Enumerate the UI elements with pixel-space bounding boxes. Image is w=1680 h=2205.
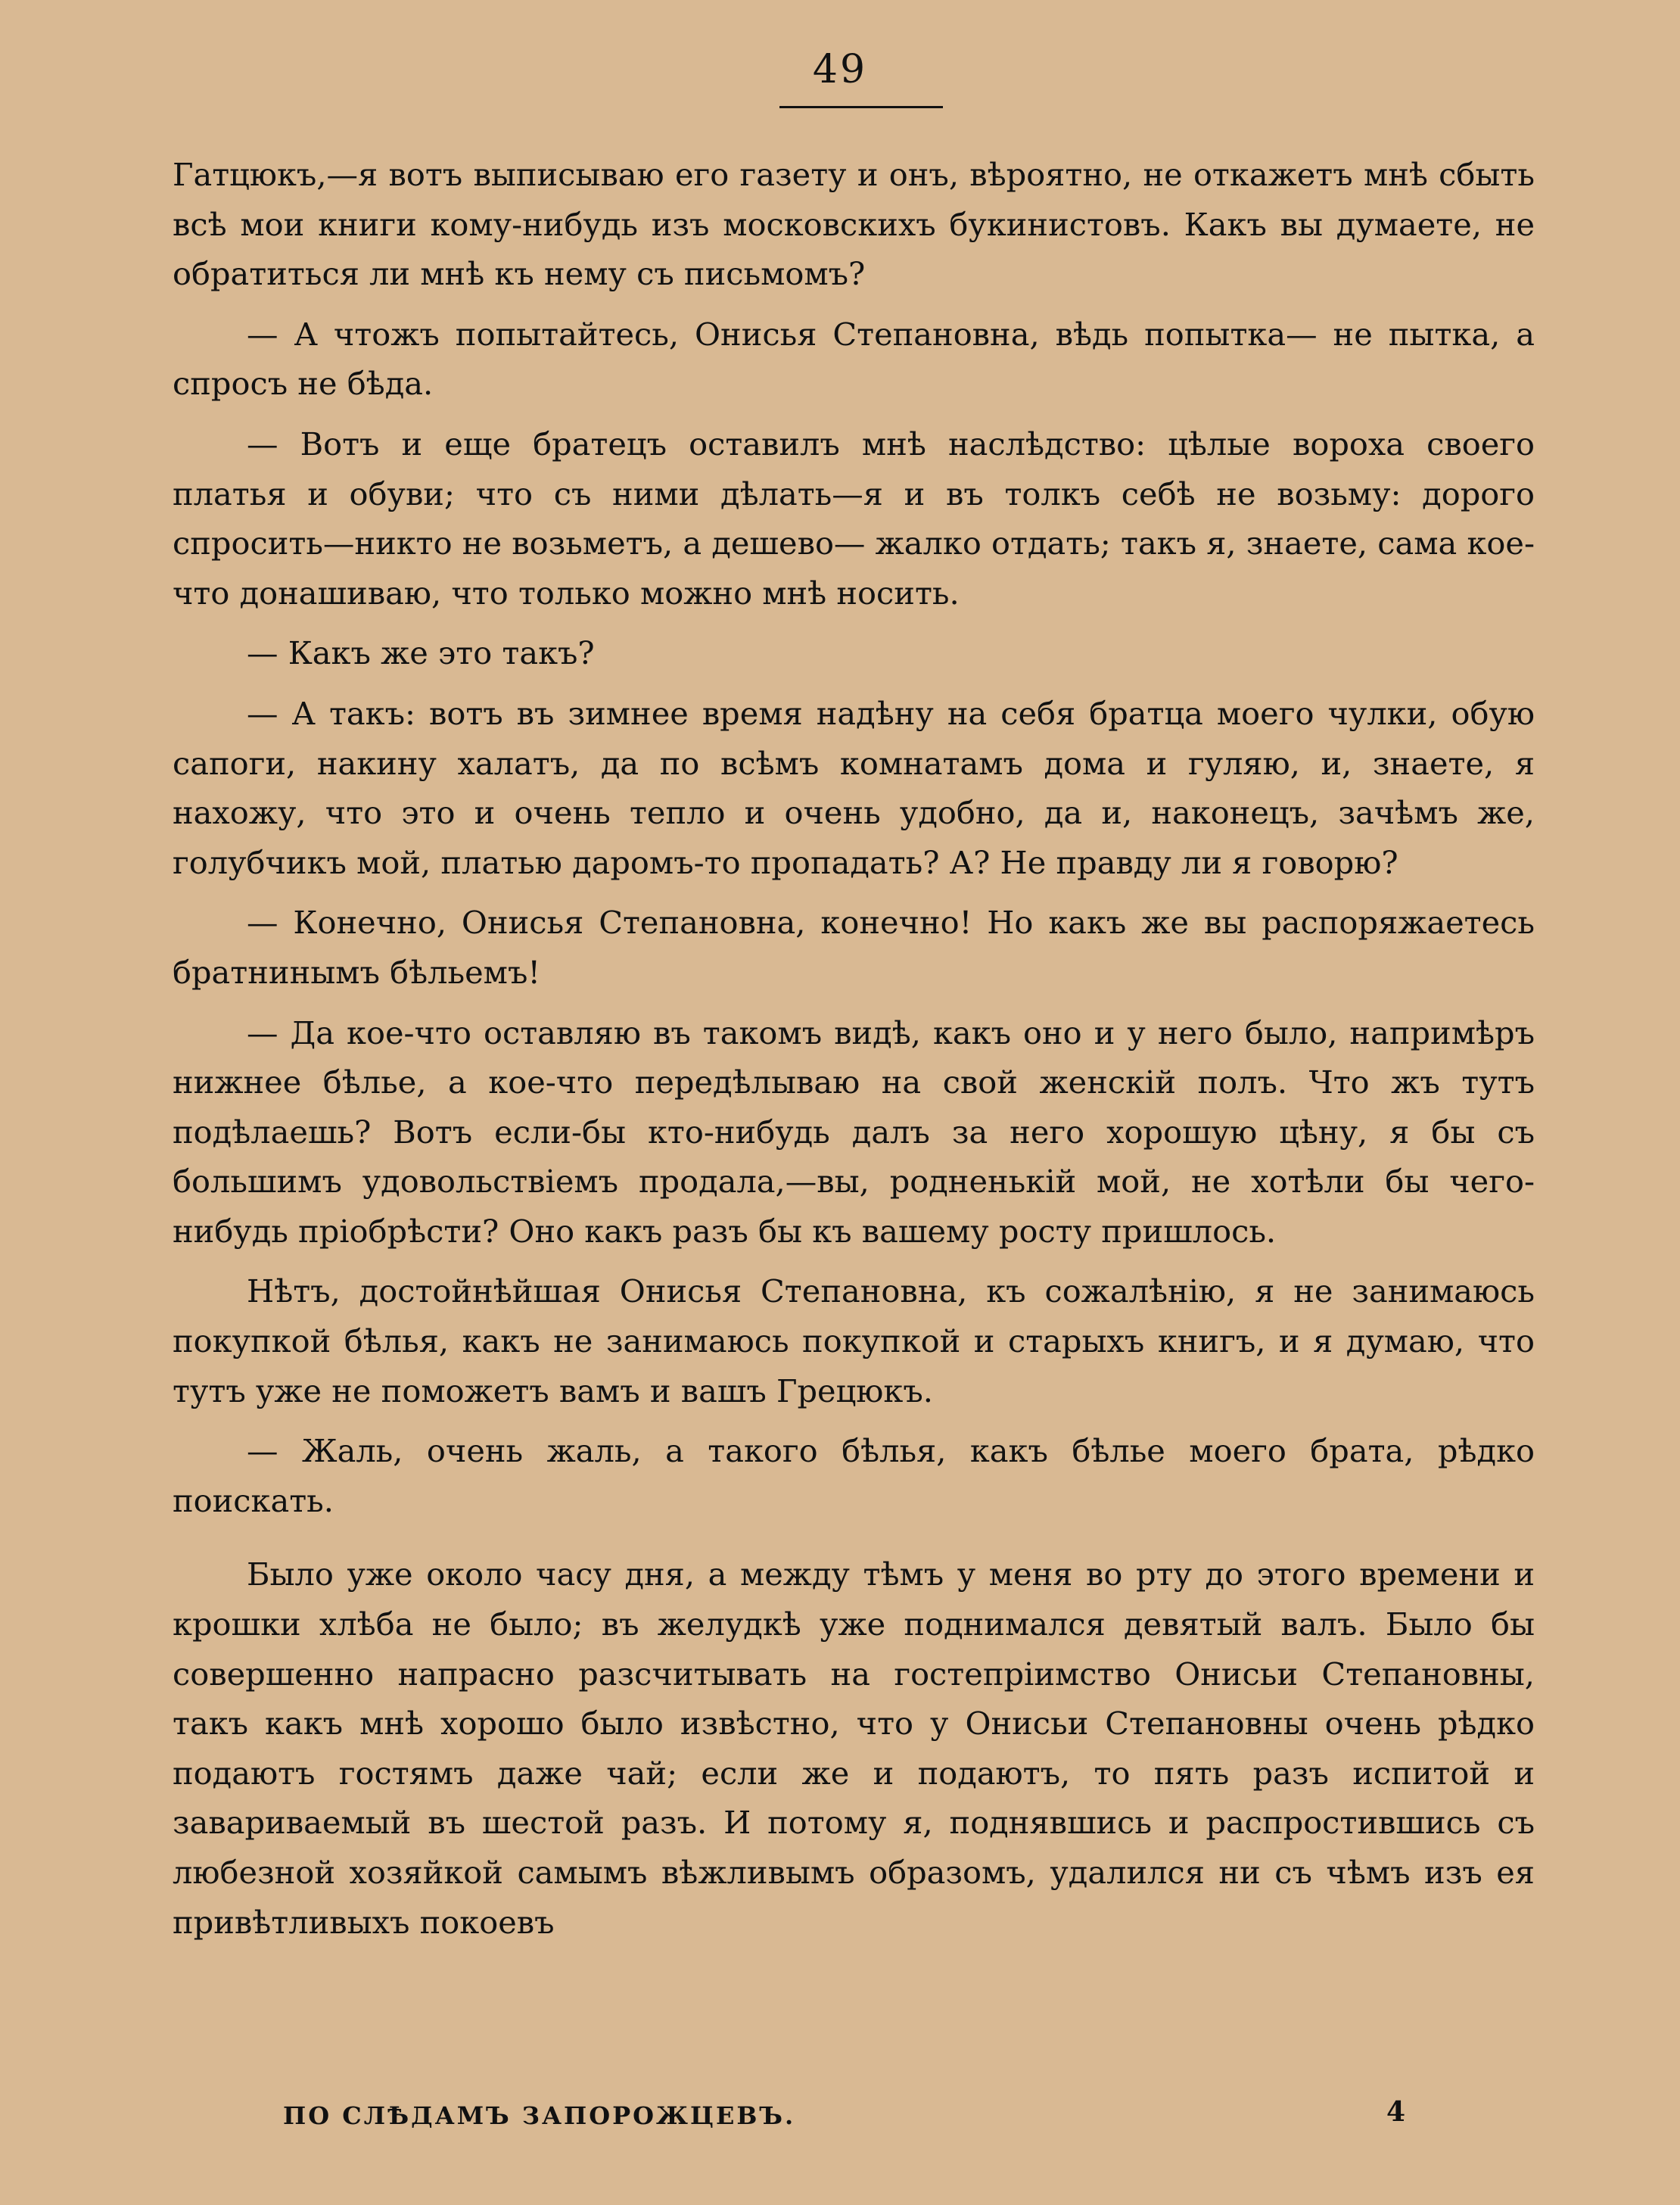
page-number-rule-left: [779, 106, 869, 108]
paragraph: — Да кое-что оставляю въ такомъ видѣ, какъ оно и у него было, напримѣръ нижнее бѣлье, а кое-что передѣлываю на свой женскій полъ. Что жъ тутъ подѣлаешь? Вотъ если-бы кто-нибудь далъ за него хорошую цѣну, я бы съ большимъ удовольствіемъ продала,—вы, родненькій мой, не хотѣли бы чего-нибудь пріобрѣсти? Оно какъ разъ бы къ вашему росту пришлось.: [173, 1014, 1535, 1250]
paragraph: — Какъ же это такъ?: [247, 634, 595, 672]
paragraph: — Конечно, Онисья Степановна, конечно! Но какъ же вы распоряжаетесь братнинымъ бѣльемъ!: [173, 904, 1535, 991]
paragraph: Нѣтъ, достойнѣйшая Онисья Степановна, къ сожалѣнію, я не занимаюсь покупкой бѣлья, какъ не занимаюсь покупкой и старыхъ книгъ, и я думаю, что тутъ уже не поможетъ вамъ и вашъ Грецюкъ.: [173, 1272, 1535, 1409]
paragraph: Гатцюкъ,—я вотъ выписываю его газету и онъ, вѣроятно, не откажетъ мнѣ сбыть всѣ мои книги кому-нибудь изъ московскихъ букинистовъ. Какъ вы думаете, не обратиться ли мнѣ къ нему съ письмомъ?: [173, 156, 1535, 293]
paragraph: — А такъ: вотъ въ зимнее время надѣну на себя братца моего чулки, обую сапоги, накину халатъ, да по всѣмъ комнатамъ дома и гуляю, и, знаете, я нахожу, что это и очень тепло и очень удобно, да и, наконецъ, зачѣмъ же, голубчикъ мой, платью даромъ-то пропадать? А? Не правду ли я говорю?: [173, 694, 1535, 881]
paragraph: — Жаль, очень жаль, а такого бѣлья, какъ бѣлье моего брата, рѣдко поискать.: [173, 1432, 1535, 1519]
page-number: 49: [812, 47, 868, 92]
paragraph: Было уже около часу дня, а между тѣмъ у меня во рту до этого времени и крошки хлѣба не было; въ желудкѣ уже поднимался девятый валъ. Было бы совершенно напрасно разсчитывать на гостепріимство Онисьи Степановны, такъ какъ мнѣ хорошо было извѣстно, что у Онисьи Степановны очень рѣдко подаютъ гостямъ даже чай; если же и подаютъ, то пять разъ испитой и завариваемый въ шестой разъ. И потому я, поднявшись и распростившись съ любезной хозяйкой самымъ вѣжливымъ образомъ, удалился ни съ чѣмъ изъ ея привѣтливыхъ покоевъ: [173, 1556, 1535, 1941]
footer-title: ПО СЛѢДАМЪ ЗАПОРОЖЦЕВЪ.: [283, 2101, 796, 2130]
paragraph: — А чтожъ попытайтесь, Онисья Степановна, вѣдь попытка— не пытка, а спросъ не бѣда.: [173, 315, 1535, 403]
body-text: [173, 150, 1535, 1957]
page-number-rule-right: [861, 106, 943, 108]
paragraph: — Вотъ и еще братецъ оставилъ мнѣ наслѣдство: цѣлые вороха своего платья и обуви; что съ ними дѣлать—я и въ толкъ себѣ не возьму: дорого спросить—никто не возьметъ, а дешево— жалко отдать; такъ я, знаете, сама кое-что донашиваю, что только можно мнѣ носить.: [173, 425, 1535, 612]
footer-signature: 4: [1386, 2096, 1406, 2128]
